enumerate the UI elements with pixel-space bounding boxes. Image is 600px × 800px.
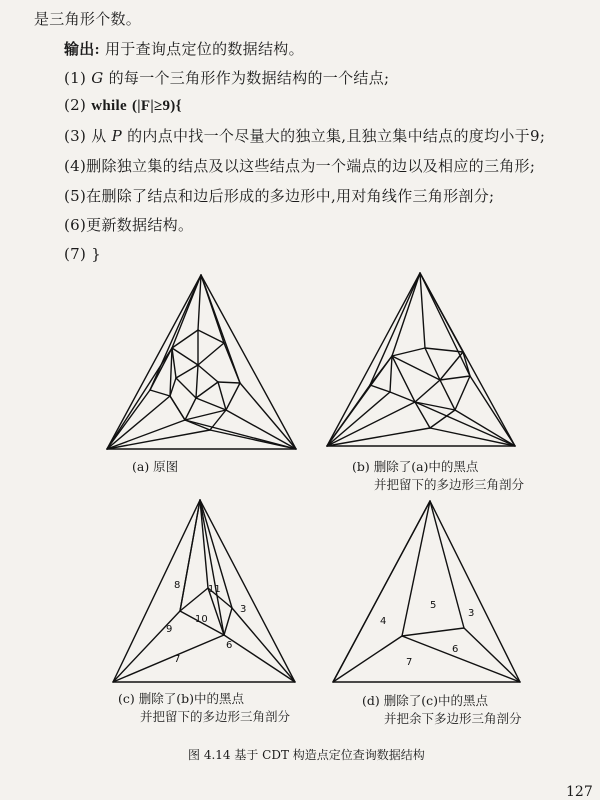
fig-c-label-7: 7	[174, 654, 181, 665]
caption-b-line1: (b) 删除了(a)中的黑点	[352, 459, 479, 474]
fig-c-label-10: 10	[195, 614, 208, 625]
fig-d-label-6: 6	[452, 644, 459, 655]
output-label: 输出:	[64, 42, 100, 58]
page-number: 127	[566, 784, 593, 800]
step-4: (4)删除独立集的结点及以这些结点为一个端点的边以及相应的三角形;	[64, 157, 536, 175]
caption-a: (a) 原图	[132, 459, 179, 474]
fig-c-label-11: 11	[208, 584, 221, 595]
caption-b	[352, 458, 524, 494]
caption-c	[118, 690, 290, 726]
step-2-keyword: while	[91, 98, 127, 114]
fig-d-label-5: 5	[430, 600, 437, 611]
caption-d-line2: 并把余下多边形三角剖分	[384, 711, 522, 726]
output-text: 用于查询点定位的数据结构。	[104, 40, 304, 58]
caption-c-line2: 并把留下的多边形三角剖分	[140, 709, 291, 724]
fig-c-label-6: 6	[226, 640, 233, 651]
caption-d-line1: (d) 删除了(c)中的黑点	[362, 693, 488, 708]
step-3-text-b: 的内点中找一个尽量大的独立集,且独立集中结点的度均小于9;	[127, 127, 546, 145]
step-2-number: (2)	[64, 96, 87, 114]
fig-c-label-3: 3	[240, 604, 247, 615]
step-7: (7) }	[64, 245, 102, 263]
figure-caption: 图 4.14 基于 CDT 构造点定位查询数据结构	[188, 748, 425, 762]
fig-c-label-8: 8	[174, 580, 181, 591]
intro-text: 是三角形个数。	[34, 10, 142, 28]
fig-c-label-9: 9	[166, 624, 173, 635]
step-2-condition: (|F|≥9){	[131, 98, 182, 114]
step-1-number: (1)	[64, 69, 87, 87]
step-6: (6)更新数据结构。	[64, 216, 194, 234]
caption-d	[362, 692, 522, 728]
step-1-variable: G	[91, 69, 104, 87]
fig-d-label-7: 7	[406, 657, 413, 668]
step-3-text-a: 从	[91, 127, 107, 145]
fig-d-label-4: 4	[380, 616, 387, 627]
caption-b-line2: 并把留下的多边形三角剖分	[374, 477, 525, 492]
step-3-variable: P	[111, 127, 123, 145]
step-5: (5)在删除了结点和边后形成的多边形中,用对角线作三角形剖分;	[64, 187, 495, 205]
fig-d-label-3: 3	[468, 608, 475, 619]
step-3-number: (3)	[64, 127, 87, 145]
caption-c-line1: (c) 删除了(b)中的黑点	[118, 691, 244, 706]
step-1-text: 的每一个三角形作为数据结构的一个结点;	[108, 69, 390, 87]
